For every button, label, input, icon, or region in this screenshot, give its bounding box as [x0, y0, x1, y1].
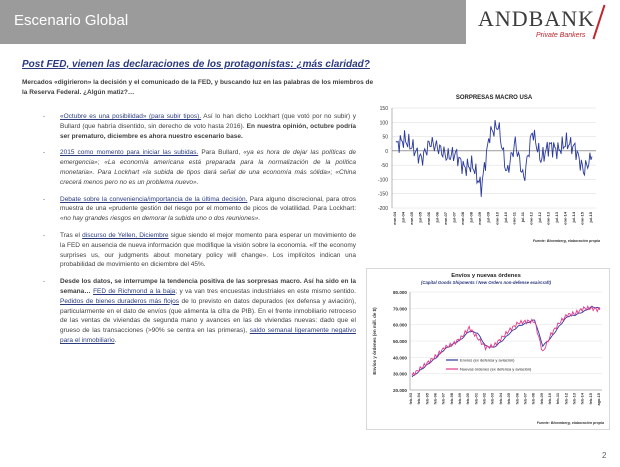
x-tick-label: feb-06: [514, 393, 520, 405]
x-tick-label: feb-96: [432, 393, 438, 405]
y-tick-label: 100: [379, 120, 388, 127]
y-tick-label: -100: [377, 177, 388, 184]
intro-text: Mercados «digirieron» la decisión y el comunicado de la FED, y buscando luz en las palabras de los miembros de la Reserva Federal. ¿Algún matiz?…: [22, 79, 374, 96]
bullet-item: [60, 195, 356, 224]
y-tick-label: 60.000: [392, 322, 407, 328]
y-tick-label: 30.000: [392, 371, 407, 377]
x-tick-label: feb-99: [457, 393, 463, 405]
bullet-item: [60, 231, 356, 270]
y-tick-label: 40.000: [392, 355, 407, 361]
bullet-italic-text: «ya es hora de dejar las políticas de emergencia»; «La economía americana está preparada para la normalización de la política monetaria». Para Lockhart «la subida de tipos dará señal de una economía más sólida»; «China crecerá menos pero no es un problema nuevo».: [60, 149, 357, 186]
bullet-item: [60, 148, 356, 187]
bullet-list: [60, 112, 356, 353]
bullet-link[interactable]: Pedidos de bienes duraderos más flojos: [60, 297, 180, 305]
chart-source: Fuente: Bloomberg, elaboración propia: [536, 421, 604, 425]
x-tick-label: ene-06: [426, 212, 432, 225]
x-tick-label: ene-11: [511, 212, 517, 225]
y-axis-label: Envíos y órdenes (en mill. de $): [372, 307, 377, 375]
x-tick-label: jul-04: [400, 212, 406, 223]
bullet-text: Tras el: [60, 231, 83, 239]
y-tick-label: -150: [377, 191, 388, 198]
y-tick-label: 0: [385, 148, 388, 155]
y-tick-label: 50.000: [392, 339, 407, 344]
bullet-text: ; y va van tres encuestas industriales en este mismo sentido.: [175, 287, 356, 295]
bullet-text: Para alguno discrecional, para otros muestra de una «prudente gestión del riesgo por el momento de picos de volatilidad. Para Lockhart:: [60, 195, 356, 213]
y-tick-label: 50: [382, 134, 388, 141]
x-tick-label: jul-15: [588, 212, 593, 223]
bullet-link[interactable]: 2015 como momento para iniciar las subidas.: [60, 149, 199, 157]
x-tick-label: ene-10: [494, 212, 500, 225]
bullet-link[interactable]: «Octubre es una posibilidad» (para subir tipos).: [60, 113, 202, 120]
x-tick-label: ago-15: [596, 393, 601, 406]
x-tick-label: ene-04: [392, 212, 397, 225]
legend-label: Nuevas órdenes (ex defensa y aviación): [460, 366, 532, 372]
x-tick-label: ene-13: [545, 212, 551, 225]
bullet-italic-text: «no hay grandes riesgos en demorar la subida uno o dos reuniones».: [60, 215, 261, 223]
x-tick-label: feb-05: [506, 393, 512, 405]
bullet-text: de lo previsto en datos depurados (ex defensa y aviación), particularmente en el dato de envíos (que alimenta la cifra de PIB). En el frente inmobiliario retroceso de las ventas de viviendas de segunda mano y avances en las de viviendas nuevas: dado que el grueso de las transacciones (>90% se centra en las primeras),: [60, 297, 356, 335]
x-tick-label: feb-12: [563, 393, 569, 405]
bullet-bold-text: Desde los datos, se interrumpe la tendencia positiva de las sorpresas macro. Así ha sido en la semana…: [60, 278, 356, 295]
bullet-link[interactable]: saldo semanal ligeramente negativo para el inmobiliario: [60, 327, 356, 344]
y-tick-label: -200: [377, 206, 388, 212]
legend-label: Envíos (ex defensa y aviación): [460, 357, 515, 363]
x-tick-label: feb-97: [440, 393, 446, 405]
bullet-text: Para Bullard,: [198, 149, 244, 157]
x-tick-label: feb-98: [448, 393, 454, 405]
x-tick-label: feb-02: [481, 393, 487, 405]
x-tick-label: feb-13: [571, 393, 577, 405]
x-tick-label: ene-08: [460, 212, 466, 225]
logo-subtitle: Private Bankers: [536, 32, 586, 39]
x-tick-label: ene-15: [579, 212, 585, 225]
section-headline: Post FED, vienen las declaraciones de los protagonistas: ¿más claridad?: [22, 59, 370, 70]
y-tick-label: 20.000: [392, 388, 407, 393]
intro-paragraph: [22, 78, 380, 98]
x-tick-label: jul-13: [553, 212, 559, 223]
chart-title: SORPRESAS MACRO USA: [455, 95, 533, 101]
x-tick-label: feb-95: [424, 393, 430, 405]
x-tick-label: jul-07: [451, 212, 457, 223]
x-tick-label: jul-09: [485, 212, 491, 223]
x-tick-label: jul-06: [434, 212, 440, 223]
bullet-item: [60, 112, 356, 141]
x-tick-label: jul-05: [417, 212, 423, 223]
x-tick-label: feb-03: [489, 393, 495, 405]
x-tick-label: feb-15: [587, 393, 593, 405]
y-tick-label: 150: [379, 106, 388, 112]
x-tick-label: feb-07: [522, 393, 528, 405]
x-tick-label: jul-11: [519, 212, 525, 223]
y-tick-label: -50: [380, 163, 388, 170]
page-number: 2: [602, 451, 607, 460]
page-header: [0, 0, 620, 44]
y-tick-label: 70.000: [392, 306, 407, 312]
x-tick-label: feb-10: [546, 393, 552, 405]
series-line: [396, 120, 592, 197]
x-tick-label: jul-14: [570, 212, 576, 223]
bullet-link[interactable]: FED de Richmond a la baja: [93, 287, 176, 295]
x-tick-label: feb-00: [465, 393, 471, 405]
x-tick-label: feb-11: [555, 393, 561, 405]
bullet-text: .: [114, 336, 117, 344]
shipments-orders-chart: [366, 268, 610, 430]
x-tick-label: ene-07: [443, 212, 449, 225]
bullet-bold-text: En nuestra opinión, octubre podría ser prematuro, diciembre es ahora nuestro escenario base.: [60, 122, 356, 140]
x-tick-label: feb-04: [497, 393, 503, 405]
x-tick-label: ene-14: [562, 212, 568, 225]
x-tick-label: ene-12: [528, 212, 534, 225]
x-tick-label: ene-09: [477, 212, 483, 225]
bullet-link[interactable]: Debate sobre la conveniencia/importancia de la última decisión.: [60, 195, 248, 203]
macro-surprises-chart: [366, 90, 610, 250]
header-bar: [0, 0, 466, 44]
x-tick-label: feb-94: [416, 393, 422, 405]
x-tick-label: ene-05: [409, 212, 415, 225]
bullet-item: [60, 277, 356, 346]
x-tick-label: jul-12: [536, 212, 542, 223]
bullet-text: sigue siendo el mejor momento para esperar un movimiento de la FED en ausencia de nueva información que modifique la visión sobre la economía. «If the economy surprises us, our judgments about monetary policy will change». Los implícitos indican una probabilidad de movimiento en diciembre del 45%.: [60, 231, 356, 269]
chart-source: Fuente: Bloomberg, elaboración propia: [532, 239, 600, 243]
x-tick-label: feb-01: [473, 393, 479, 405]
chart-subtitle: (Capital Goods Shipments / New Orders non-defense exaircraft): [420, 280, 552, 285]
andbank-logo: ANDBANK: [478, 6, 595, 31]
x-tick-label: jul-10: [502, 212, 508, 223]
x-tick-label: feb-93: [408, 393, 413, 405]
page-title: Escenario Global: [14, 12, 129, 29]
bullet-text: Así lo han dicho Lockhart (que votó por no subir) y Bullard (que habría disentido, sin derecho de voto hasta 2016).: [60, 113, 357, 130]
x-tick-label: feb-09: [538, 393, 544, 405]
x-tick-label: feb-08: [530, 393, 536, 405]
y-tick-label: 80.000: [392, 290, 407, 295]
x-tick-label: jul-08: [468, 212, 474, 223]
x-tick-label: feb-14: [579, 393, 585, 405]
bullet-link[interactable]: discurso de Yellen, Diciembre: [82, 231, 169, 239]
chart-title: Envíos y nuevas órdenes: [451, 273, 521, 279]
